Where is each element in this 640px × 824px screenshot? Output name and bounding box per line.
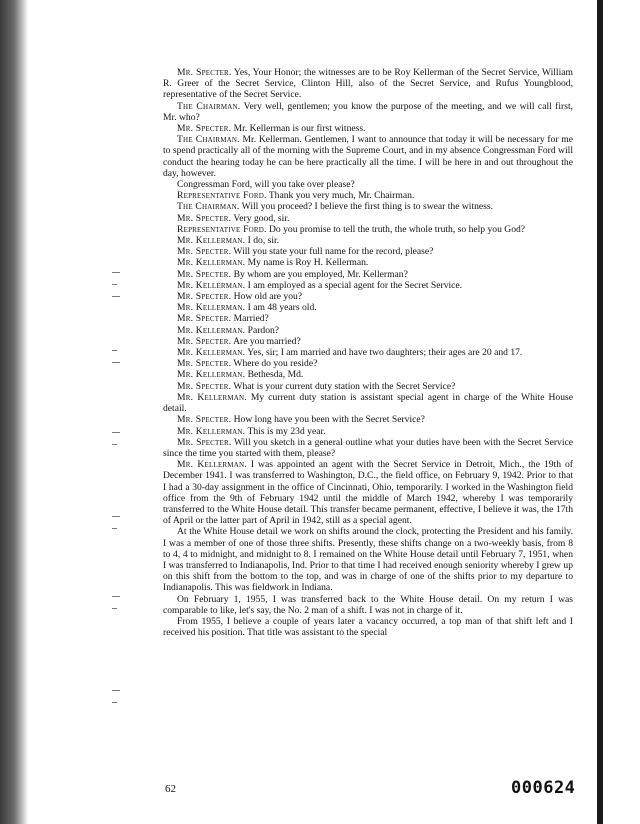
speech-text: Yes, sir; I am married and have two daughters; their ages are 20 and 17. (245, 347, 523, 359)
speech-text: Will you sketch in a general outline what your duties have been with the Secret Service since the time you started with them, please? (163, 436, 573, 459)
transcript-paragraph (163, 313, 573, 324)
speaker-label: Representative Ford. (177, 190, 267, 202)
speech-text: From 1955, I believe a couple of years later a vacancy occurred, a top man of that shift left and I received his position. That title was assistant to the special (163, 615, 573, 639)
speech-text: On February 1, 1955, I was transferred back to the White House detail. On my return I was comparable to like, let's say, the No. 2 man of a shift. I was not in charge of it. (163, 593, 573, 616)
speech-text: Bethesda, Md. (245, 369, 304, 381)
transcript-paragraph (163, 190, 573, 201)
speech-text: I am employed as a special agent for the Secret Service. (245, 279, 463, 291)
transcript-paragraph (163, 201, 573, 212)
speaker-label: The Chairman. (177, 134, 240, 146)
speech-text: I was appointed an agent with the Secret Service in Detroit, Mich., the 19th of December 1941. I was transferred to Washington, D.C., the field office, on February 9, 1942. Prior to that I had a 30-day assignment in the office of Cincinnati, Ohio, temporarily. I worked in the Washington field office from the 9th of February 1942 until the middle of March 1942, whereby I was temporarily transferred to the White House detail. This transfer became permanent, effective, I believe it was, the 17th of April or the latter part of April in 1942, still as a special agent. (163, 459, 574, 527)
speech-text: Thank you very much, Mr. Chairman. (266, 190, 415, 202)
speech-text: Married? (231, 313, 269, 325)
speaker-label: Mr. Specter. (177, 246, 232, 258)
speech-text: This is my 23d year. (245, 425, 326, 437)
speaker-label: Mr. Specter. (177, 335, 232, 347)
speech-text: Mr. Kellerman is our first witness. (231, 123, 366, 135)
speaker-label: Mr. Kellerman. (177, 279, 246, 291)
speaker-label: Mr. Specter. (177, 123, 232, 135)
transcript-paragraph (163, 381, 573, 392)
transcript-paragraph (163, 459, 573, 526)
transcript-paragraph (163, 526, 573, 593)
speaker-label: Mr. Specter. (177, 380, 232, 392)
speech-text: What is your current duty station with the Secret Service? (231, 380, 456, 392)
transcript-paragraph (163, 280, 573, 291)
speech-text: How old are you? (231, 291, 303, 303)
transcript-paragraph (163, 123, 573, 134)
speaker-label: Mr. Specter. (177, 268, 232, 280)
speech-text: Very well, gentlemen; you know the purpose of the meeting, and we will call first, Mr. who? (163, 100, 574, 123)
transcript-paragraph (163, 67, 573, 101)
speaker-label: Mr. Specter. (177, 313, 232, 325)
speech-text: I do, sir. (245, 235, 280, 247)
transcript-paragraph (163, 358, 573, 369)
page-number: 62 (165, 783, 176, 795)
speaker-label: Mr. Kellerman. (177, 369, 246, 381)
transcript-paragraph (163, 414, 573, 425)
speaker-label: Mr. Kellerman. (177, 257, 246, 269)
transcript-paragraph (163, 426, 573, 437)
speaker-label: Mr. Kellerman. (177, 324, 246, 336)
scan-right-border (597, 0, 603, 824)
transcript-paragraph (163, 336, 573, 347)
speech-text: How long have you been with the Secret Service? (231, 414, 425, 426)
transcript-paragraph (163, 347, 573, 358)
speaker-label: Mr. Kellerman. (177, 425, 246, 437)
speech-text: At the White House detail we work on shifts around the clock, protecting the President and his family. I was a member of one of those three shifts. Presently, these shifts change on a two-weekly basis, from 8 to 4, 4 to midnight, and midnight to 8. I remained on the White House detail until February 7, 1951, when I was transferred to Indianapolis, Ind. Prior to that time I had received enough seniority whereby I grew up on this shift from the bottom to the top, and was in charge of one of the shifts prior to my departure to Indianapolis. This was fieldwork in Indiana. (163, 526, 573, 594)
transcript-paragraph (163, 101, 573, 123)
speaker-label: Mr. Kellerman. (177, 347, 246, 359)
transcript-paragraph (163, 269, 573, 280)
speaker-label: Representative Ford. (177, 223, 267, 235)
transcript-paragraph (163, 235, 573, 246)
speaker-label: Mr. Kellerman. (177, 302, 246, 314)
speech-text: Pardon? (245, 324, 280, 336)
speaker-label: Mr. Specter. (177, 436, 232, 448)
speech-text: By whom are you employed, Mr. Kellerman? (231, 268, 408, 280)
transcript-paragraph (163, 134, 573, 179)
speaker-label: Mr. Specter. (177, 212, 232, 224)
speaker-label: Mr. Kellerman. (177, 235, 246, 247)
transcript-paragraph (163, 369, 573, 380)
speech-text: Where do you reside? (231, 358, 318, 370)
bates-number: 000624 (511, 778, 576, 798)
transcript-paragraph (163, 392, 573, 414)
speech-text: Congressman Ford, will you take over please? (177, 179, 355, 191)
speech-text: I am 48 years old. (245, 302, 317, 314)
transcript-paragraph (163, 616, 573, 638)
speech-text: Yes, Your Honor; the witnesses are to be Roy Kellerman of the Secret Service, William R. Greer of the Secret Service, Clinton Hill, also of the Secret Service, and Rufus Youngblood, representative of the Secret Service. (163, 67, 573, 101)
speech-text: My current duty station is assistant special agent in charge of the White House detail. (163, 391, 573, 415)
speech-text: Do you promise to tell the truth, the whole truth, so help you God? (266, 223, 526, 235)
transcript-paragraph (163, 594, 573, 616)
transcript-paragraph (163, 437, 573, 459)
scan-left-shadow (0, 0, 28, 824)
speech-text: Very good, sir. (231, 212, 290, 224)
speech-text: Are you married? (231, 335, 301, 347)
speaker-label: The Chairman. (177, 201, 240, 213)
transcript-paragraph (163, 213, 573, 224)
speech-text: My name is Roy H. Kellerman. (245, 257, 369, 269)
transcript-paragraph (163, 325, 573, 336)
speech-text: Will you state your full name for the record, please? (231, 246, 434, 258)
transcript-paragraph (163, 179, 573, 190)
speech-text: Will you proceed? I believe the first thing is to swear the witness. (239, 201, 494, 213)
transcript-paragraph (163, 257, 573, 268)
margin-marks (112, 0, 128, 824)
transcript-paragraph (163, 302, 573, 313)
transcript-paragraph (163, 291, 573, 302)
transcript-body (163, 67, 573, 638)
speaker-label: Mr. Specter. (177, 291, 232, 303)
transcript-paragraph (163, 224, 573, 235)
speaker-label: Mr. Specter. (177, 358, 232, 370)
speaker-label: Mr. Specter. (177, 414, 232, 426)
speaker-label: The Chairman. (177, 100, 241, 112)
speech-text: Mr. Kellerman. Gentlemen, I want to announce that today it will be necessary for me to spend practically all of the morning with the Supreme Court, and in my absence Congressman Ford will conduct the hearing today he can be here practically all the time. I will be here in and out throughout the day, however. (163, 134, 574, 179)
speaker-label: Mr. Specter. (177, 67, 232, 78)
transcript-paragraph (163, 246, 573, 257)
speaker-label: Mr. Kellerman. (177, 459, 247, 471)
speaker-label: Mr. Kellerman. (177, 391, 247, 403)
